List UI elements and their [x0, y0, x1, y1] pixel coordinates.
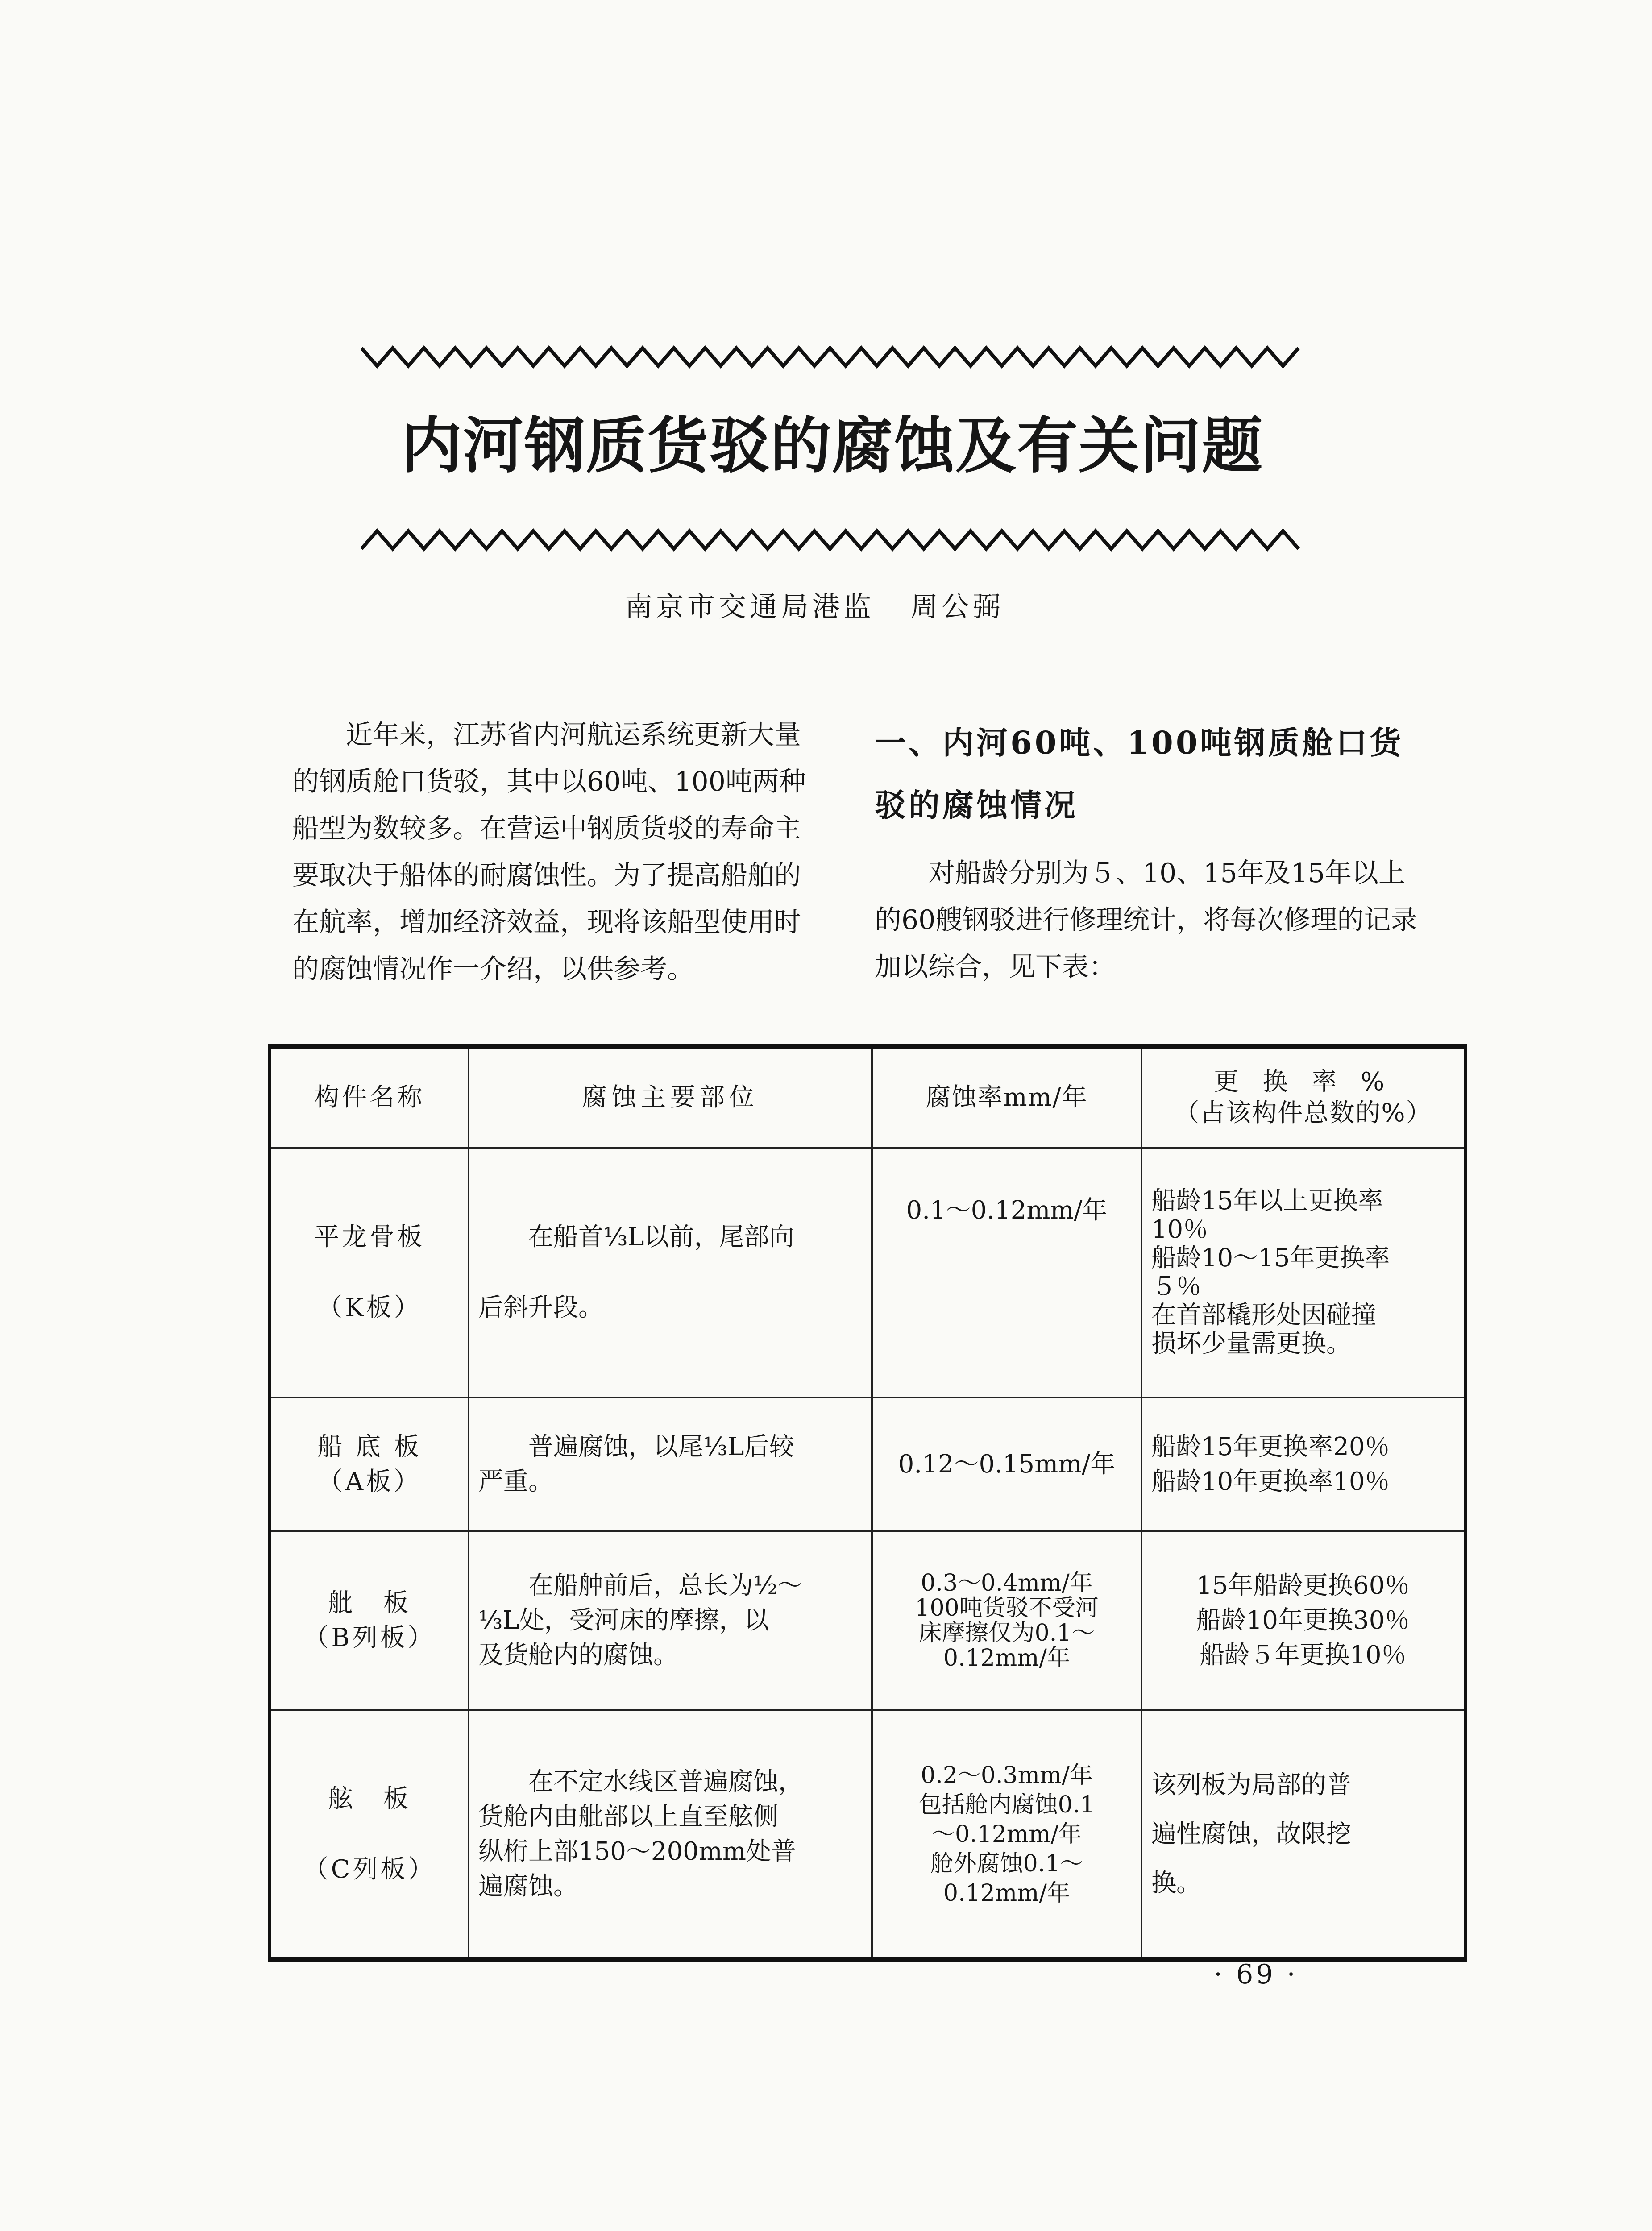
- cell-line: 遍腐蚀。: [478, 1871, 578, 1901]
- cell-line: 在不定水线区普遍腐蚀，: [528, 1767, 803, 1796]
- header-component-name: 构件名称: [270, 1046, 469, 1148]
- cell-line: ⅓L处，受河床的摩擦，以: [478, 1606, 769, 1635]
- cell-corrosion-rate: [872, 1531, 1141, 1710]
- cell-replacement-rate: [1141, 1531, 1465, 1710]
- cell-line: 船龄10～15年更换率: [1151, 1244, 1390, 1273]
- cell-line: 普遍腐蚀，以尾⅓L后较: [528, 1432, 794, 1461]
- cell-line: 100吨货驳不受河: [915, 1595, 1099, 1621]
- cell-line: 0.12mm/年: [943, 1645, 1070, 1671]
- cell-line: ～0.12mm/年: [932, 1820, 1082, 1848]
- cell-component-name: [270, 1148, 469, 1397]
- corrosion-table: [268, 1044, 1467, 1962]
- cell-line: 在船舯前后，总长为½～: [528, 1571, 803, 1600]
- cell-line: （K板）: [317, 1293, 422, 1322]
- cell-replacement-rate: [1141, 1710, 1465, 1960]
- table-header-row: [270, 1046, 1465, 1148]
- section-paragraph: 对船龄分别为５、10、15年及15年以上的60艘钢驳进行修理统计，将每次修理的记录加以综合，见下表：: [875, 858, 1418, 983]
- cell-replacement-rate: [1141, 1397, 1465, 1531]
- cell-line: 在首部橇形处因碰撞: [1151, 1301, 1376, 1330]
- cell-line: 船龄10年更换30％: [1196, 1606, 1410, 1635]
- intro-column: [292, 712, 814, 993]
- cell-line: 15年船龄更换60％: [1196, 1571, 1410, 1600]
- cell-line: （A板）: [317, 1467, 422, 1496]
- cell-component-name: [270, 1531, 469, 1710]
- cell-component-name: [270, 1397, 469, 1531]
- cell-line: 包括舱内腐蚀0.1: [918, 1791, 1095, 1818]
- header-replacement-rate-line1: 更 换 率 %: [1213, 1067, 1393, 1096]
- author-organization: 南京市交通局港监: [625, 590, 875, 623]
- cell-line: 0.12～0.15mm/年: [898, 1450, 1116, 1479]
- cell-line: 货舱内由舭部以上直至舷侧: [478, 1802, 778, 1831]
- cell-line: 该列板为局部的普: [1151, 1770, 1351, 1800]
- cell-corrosion-location: [469, 1710, 872, 1960]
- cell-line: 遍性腐蚀，故限挖: [1151, 1819, 1351, 1849]
- cell-line: （C列板）: [303, 1854, 436, 1884]
- byline: [361, 585, 1303, 629]
- cell-line: 船龄10年更换率10％: [1151, 1467, 1390, 1496]
- cell-line: 0.1～0.12mm/年: [906, 1196, 1108, 1225]
- cell-line: 损坏少量需更换。: [1151, 1329, 1351, 1358]
- cell-line: 0.12mm/年: [943, 1879, 1070, 1907]
- cell-line: 换。: [1151, 1868, 1201, 1898]
- cell-line: 船 底 板: [317, 1432, 422, 1461]
- table-row: [270, 1710, 1465, 1960]
- corrosion-table-container: [268, 1044, 1432, 1945]
- header-corrosion-rate: 腐蚀率mm/年: [872, 1046, 1141, 1148]
- section-heading: 一、内河60吨、100吨钢质舱口货驳的腐蚀情况: [875, 724, 1404, 824]
- title-rule-bottom: [361, 527, 1303, 553]
- cell-line: 平龙骨板: [314, 1223, 425, 1252]
- table-row: [270, 1148, 1465, 1397]
- intro-paragraph: 近年来，江苏省内河航运系统更新大量的钢质舱口货驳，其中以60吨、100吨两种船型为数较多。在营运中钢质货驳的寿命主要取决于船体的耐腐蚀性。为了提高船舶的在航率，增加经济效益，现将该船型使用时的腐蚀情况作一介绍，以供参考。: [292, 719, 806, 985]
- title-rule-top: [361, 344, 1303, 370]
- cell-line: 船龄15年以上更换率: [1151, 1186, 1383, 1215]
- table-row: [270, 1397, 1465, 1531]
- cell-line: （B列板）: [303, 1623, 436, 1652]
- cell-line: 舱外腐蚀0.1～: [930, 1850, 1083, 1877]
- cell-corrosion-rate: [872, 1397, 1141, 1531]
- cell-corrosion-rate: [872, 1710, 1141, 1960]
- cell-line: ５％: [1151, 1272, 1201, 1301]
- cell-replacement-rate: [1141, 1148, 1465, 1397]
- cell-line: 0.3～0.4mm/年: [921, 1570, 1093, 1597]
- cell-line: 舷 板: [328, 1784, 411, 1813]
- cell-line: 0.2～0.3mm/年: [921, 1762, 1093, 1789]
- article-title: 内河钢质货驳的腐蚀及有关问题: [401, 411, 1263, 481]
- author-name: 周公弼: [910, 590, 1004, 623]
- cell-corrosion-location: [469, 1531, 872, 1710]
- header-replacement-rate-line2: （占该构件总数的%）: [1174, 1099, 1432, 1128]
- header-corrosion-location: 腐蚀主要部位: [469, 1046, 872, 1148]
- cell-line: 纵桁上部150～200mm处普: [478, 1837, 796, 1866]
- page-number: · 69 ·: [1214, 1959, 1298, 1990]
- cell-line: 严重。: [478, 1467, 553, 1496]
- cell-corrosion-location: [469, 1397, 872, 1531]
- cell-corrosion-rate: [872, 1148, 1141, 1397]
- cell-corrosion-location: [469, 1148, 872, 1397]
- section-column: [875, 712, 1419, 991]
- cell-line: 船龄15年更换率20％: [1151, 1432, 1390, 1461]
- table-row: [270, 1531, 1465, 1710]
- cell-line: 后斜升段。: [478, 1293, 603, 1322]
- cell-line: 床摩擦仅为0.1～: [918, 1620, 1095, 1646]
- cell-line: 船龄５年更换10％: [1200, 1641, 1407, 1670]
- header-replacement-rate: [1141, 1046, 1465, 1148]
- cell-line: 在船首⅓L以前，尾部向: [528, 1223, 794, 1252]
- cell-line: 舭 板: [328, 1588, 411, 1617]
- cell-line: 及货舱内的腐蚀。: [478, 1641, 678, 1670]
- cell-component-name: [270, 1710, 469, 1960]
- cell-line: 10％: [1151, 1215, 1208, 1244]
